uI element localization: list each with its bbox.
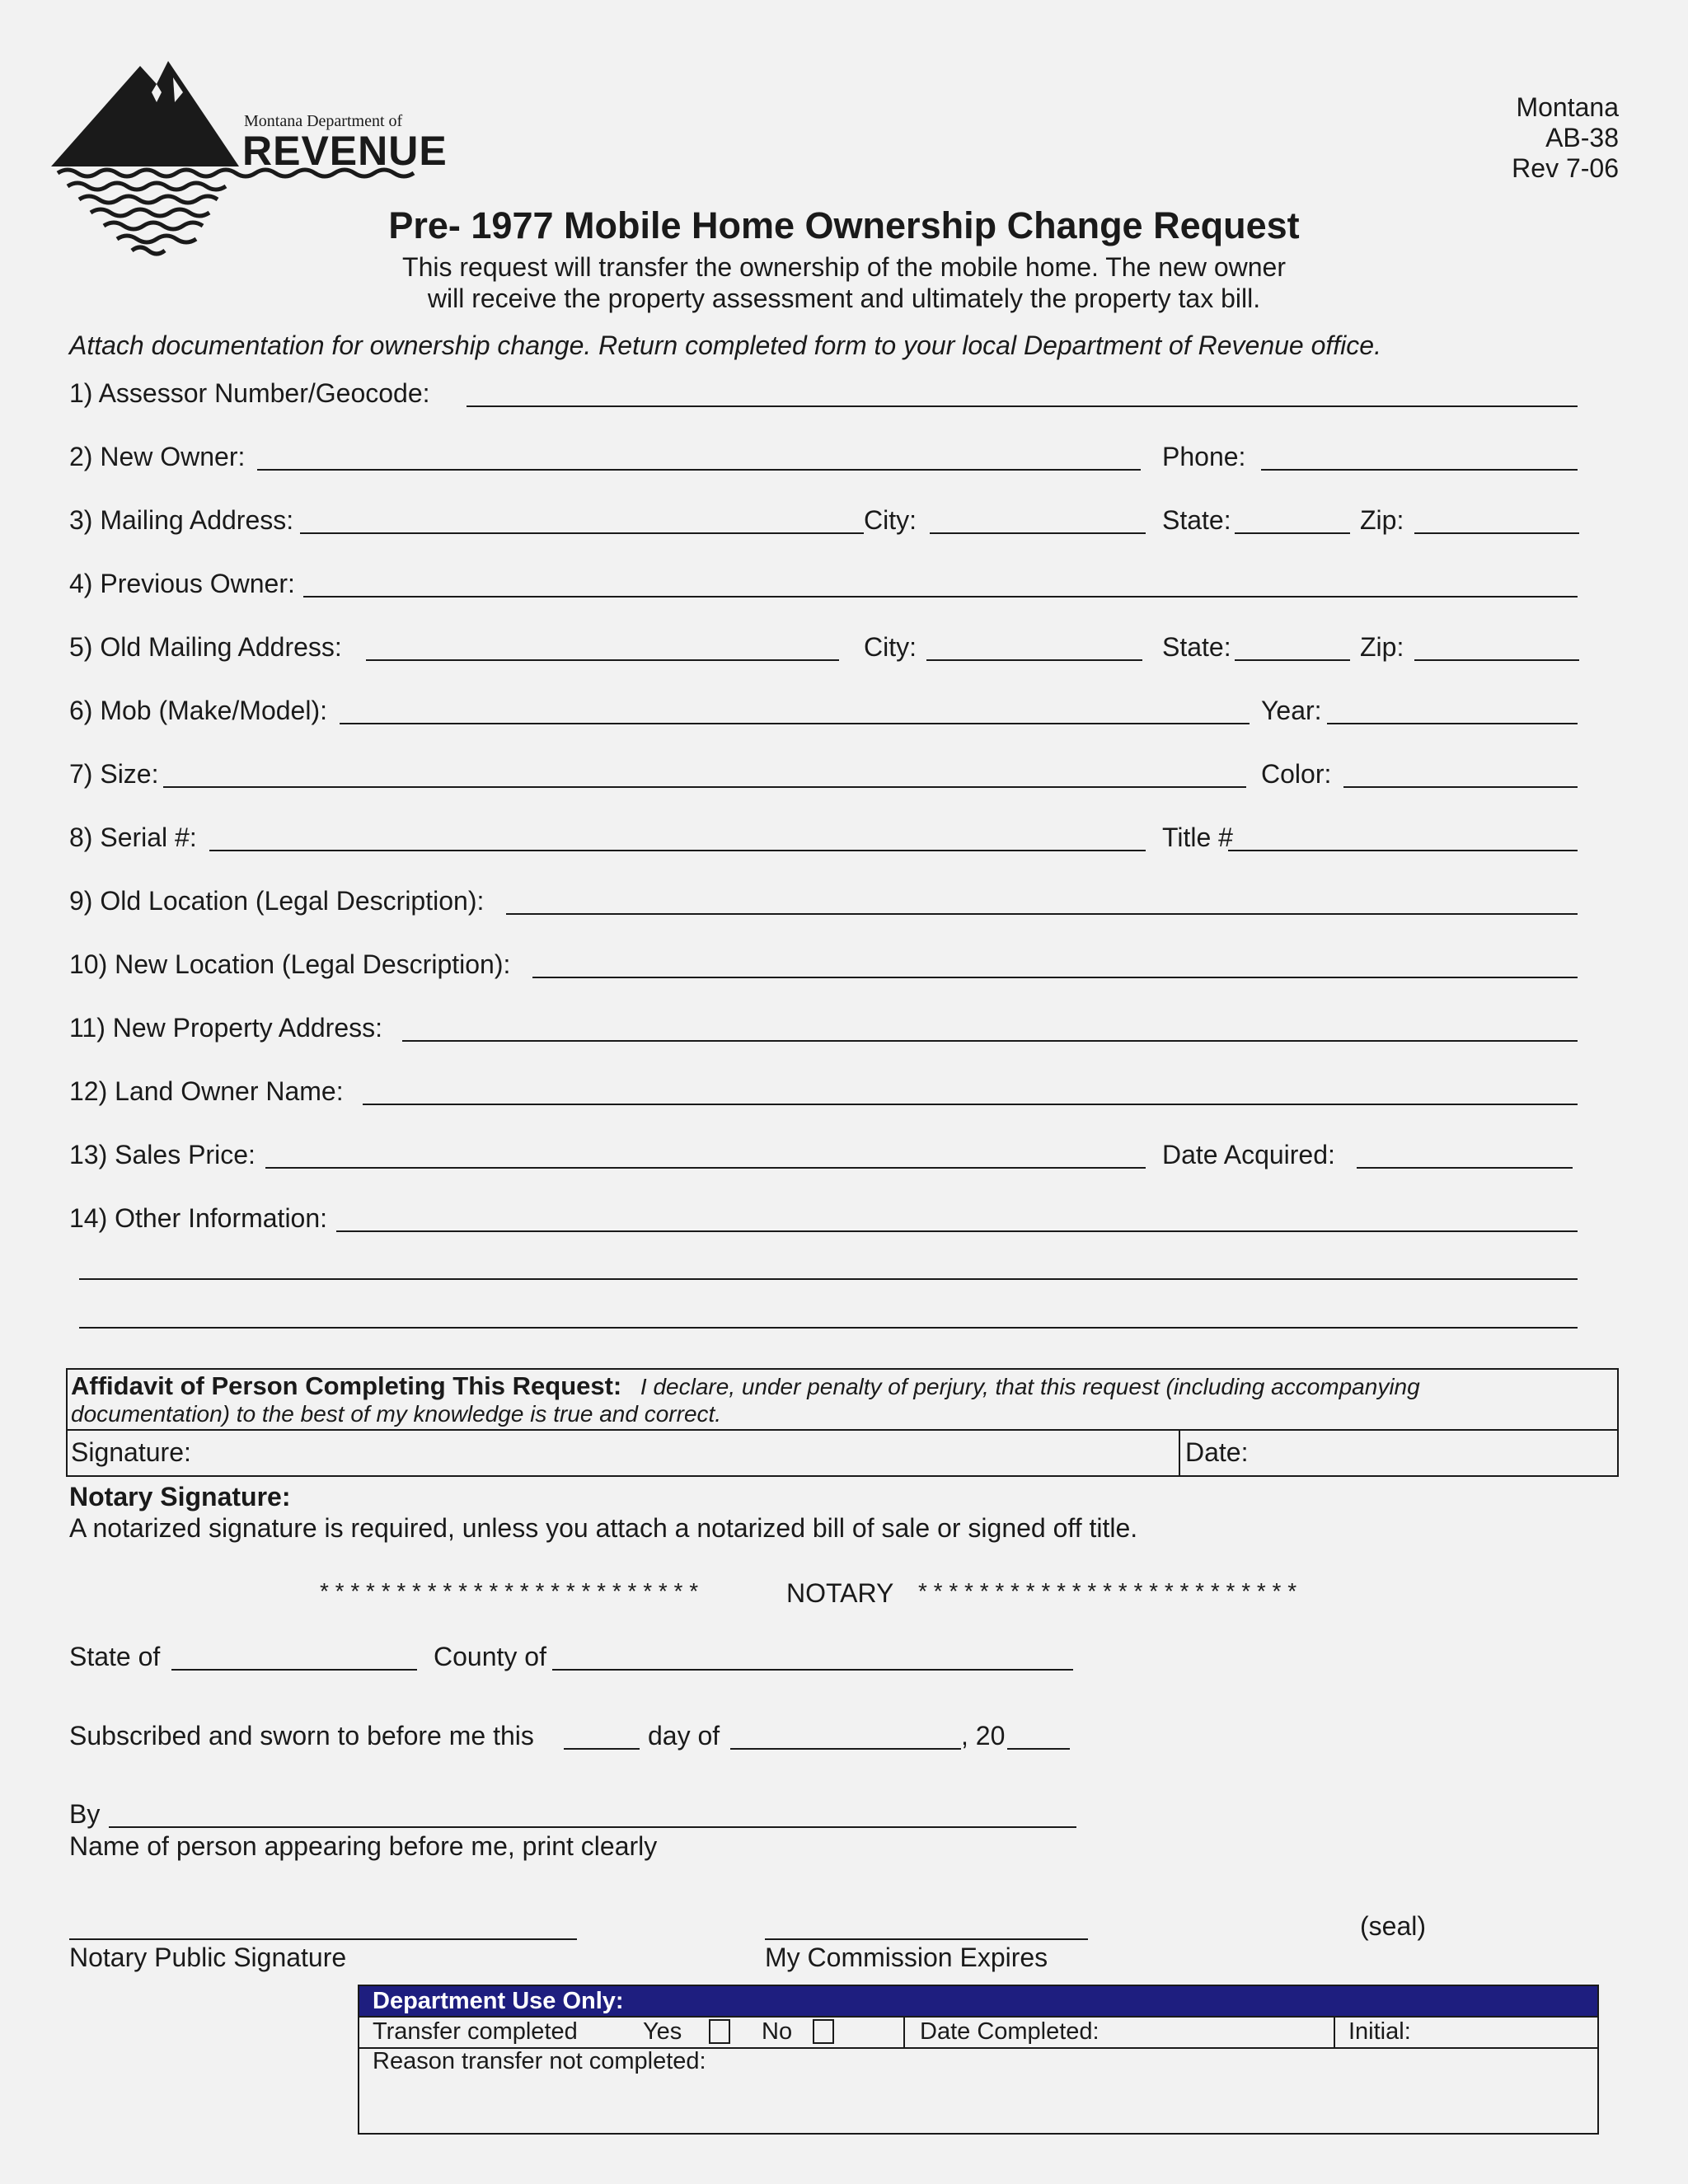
form-revision: Rev 7-06 [1512, 153, 1619, 183]
old-city-input-line[interactable] [926, 659, 1142, 661]
old-zip-input-line[interactable] [1414, 659, 1579, 661]
by-label: By [69, 1799, 101, 1829]
affidavit-text-1: I declare, under penalty of perjury, that this request (including accompanying [640, 1374, 1420, 1399]
new-location-label: 10) New Location (Legal Description): [69, 949, 511, 979]
affidavit-box [66, 1368, 1619, 1477]
signature-label: Signature: [71, 1437, 191, 1467]
initial-label: Initial: [1348, 2018, 1411, 2045]
city-input-line[interactable] [930, 532, 1146, 534]
form-state: Montana [1516, 92, 1619, 122]
mailing-address-input-line[interactable] [300, 532, 864, 534]
size-input-line[interactable] [163, 786, 1246, 788]
notary-heading: NOTARY [786, 1578, 894, 1608]
county-of-input-line[interactable] [552, 1669, 1073, 1671]
sales-price-input-line[interactable] [265, 1167, 1146, 1169]
notary-public-signature-label: Notary Public Signature [69, 1943, 347, 1972]
year-prefix-label: , 20 [961, 1721, 1006, 1750]
old-location-label: 9) Old Location (Legal Description): [69, 886, 485, 916]
agency-name-large: REVENUE [242, 128, 448, 174]
form-identifier [1512, 92, 1619, 184]
zip-label: Zip: [1360, 505, 1404, 535]
name-caption: Name of person appearing before me, print clearly [69, 1831, 658, 1861]
county-of-label: County of [434, 1642, 546, 1671]
year-suffix-input-line[interactable] [1007, 1748, 1070, 1750]
subscribed-label: Subscribed and sworn to before me this [69, 1721, 534, 1750]
state-of-label: State of [69, 1642, 161, 1671]
commission-expires-label: My Commission Expires [765, 1943, 1048, 1972]
subtitle-line-1: This request will transfer the ownership of the mobile home. The new owner [402, 252, 1286, 282]
instructions: Attach documentation for ownership change. Return completed form to your local Department of Revenue office. [69, 330, 1381, 360]
seal-label: (seal) [1360, 1911, 1427, 1941]
other-info-input-line-2[interactable] [79, 1278, 1578, 1280]
mob-input-line[interactable] [340, 723, 1250, 724]
notary-stars-right: * * * * * * * * * * * * * * * * * * * * * * * * * [918, 1578, 1297, 1604]
affidavit-heading: Affidavit of Person Completing This Request: [71, 1371, 622, 1400]
department-use-box [358, 1985, 1599, 2135]
other-info-input-line-1[interactable] [336, 1230, 1578, 1232]
mailing-address-label: 3) Mailing Address: [69, 505, 294, 535]
notary-public-signature-line[interactable] [69, 1938, 577, 1940]
size-label: 7) Size: [69, 759, 159, 789]
day-input-line[interactable] [564, 1748, 640, 1750]
dept-col-divider-2 [1334, 2016, 1335, 2047]
notary-signature-heading: Notary Signature: [69, 1482, 291, 1511]
by-input-line[interactable] [109, 1826, 1076, 1828]
sales-price-label: 13) Sales Price: [69, 1140, 256, 1169]
land-owner-input-line[interactable] [363, 1104, 1578, 1105]
old-state-input-line[interactable] [1235, 659, 1350, 661]
other-info-input-line-3[interactable] [79, 1327, 1578, 1329]
transfer-completed-label: Transfer completed [373, 2018, 578, 2045]
month-input-line[interactable] [730, 1748, 961, 1750]
reason-label: Reason transfer not completed: [373, 2048, 706, 2074]
old-mailing-address-label: 5) Old Mailing Address: [69, 632, 342, 662]
day-of-label: day of [648, 1721, 720, 1750]
date-field[interactable] [1180, 1429, 1617, 1477]
phone-input-line[interactable] [1261, 469, 1578, 471]
subtitle-line-2: will receive the property assessment and ultimately the property tax bill. [427, 284, 1261, 313]
old-mailing-address-input-line[interactable] [366, 659, 839, 661]
state-of-input-line[interactable] [171, 1669, 417, 1671]
date-label: Date: [1185, 1437, 1249, 1467]
commission-expires-line[interactable] [765, 1938, 1088, 1940]
previous-owner-input-line[interactable] [303, 596, 1578, 598]
year-input-line[interactable] [1327, 723, 1578, 724]
old-state-label: State: [1162, 632, 1231, 662]
yes-label: Yes [643, 2018, 682, 2045]
old-location-input-line[interactable] [506, 913, 1578, 915]
serial-label: 8) Serial #: [69, 823, 197, 852]
land-owner-label: 12) Land Owner Name: [69, 1076, 344, 1106]
title-number-input-line[interactable] [1228, 850, 1578, 851]
title-number-label: Title # [1162, 823, 1233, 852]
color-input-line[interactable] [1343, 786, 1578, 788]
dept-col-divider-1 [903, 2016, 905, 2047]
no-checkbox[interactable] [813, 2019, 834, 2044]
notary-signature-text: A notarized signature is required, unless you attach a notarized bill of sale or signed off title. [69, 1513, 1138, 1543]
serial-input-line[interactable] [209, 850, 1146, 851]
new-location-input-line[interactable] [532, 977, 1578, 978]
new-property-address-input-line[interactable] [402, 1040, 1578, 1042]
agency-name-small: Montana Department of [244, 112, 403, 130]
zip-input-line[interactable] [1414, 532, 1579, 534]
mob-label: 6) Mob (Make/Model): [69, 696, 327, 725]
other-info-label: 14) Other Information: [69, 1203, 328, 1233]
previous-owner-label: 4) Previous Owner: [69, 569, 295, 598]
yes-checkbox[interactable] [709, 2019, 730, 2044]
date-acquired-input-line[interactable] [1357, 1167, 1573, 1169]
new-owner-input-line[interactable] [257, 469, 1141, 471]
affidavit-line-1 [71, 1371, 1420, 1402]
assessor-label: 1) Assessor Number/Geocode: [69, 378, 430, 408]
signature-field[interactable] [68, 1429, 1180, 1477]
department-use-header: Department Use Only: [359, 1986, 1597, 2016]
city-label: City: [864, 505, 917, 535]
new-owner-label: 2) New Owner: [69, 442, 246, 471]
old-zip-label: Zip: [1360, 632, 1404, 662]
state-label: State: [1162, 505, 1231, 535]
state-input-line[interactable] [1235, 532, 1350, 534]
phone-label: Phone: [1162, 442, 1246, 471]
no-label: No [762, 2018, 793, 2045]
affidavit-text-2: documentation) to the best of my knowledge is true and correct. [71, 1401, 722, 1427]
form-number: AB-38 [1545, 123, 1619, 152]
notary-stars-left: * * * * * * * * * * * * * * * * * * * * * * * * * [320, 1578, 699, 1604]
year-label: Year: [1261, 696, 1322, 725]
color-label: Color: [1261, 759, 1332, 789]
page-title: Pre- 1977 Mobile Home Ownership Change Request [388, 204, 1300, 246]
new-property-address-label: 11) New Property Address: [69, 1013, 383, 1043]
assessor-input-line[interactable] [467, 405, 1578, 407]
date-completed-label: Date Completed: [920, 2018, 1100, 2045]
date-acquired-label: Date Acquired: [1162, 1140, 1335, 1169]
old-city-label: City: [864, 632, 917, 662]
